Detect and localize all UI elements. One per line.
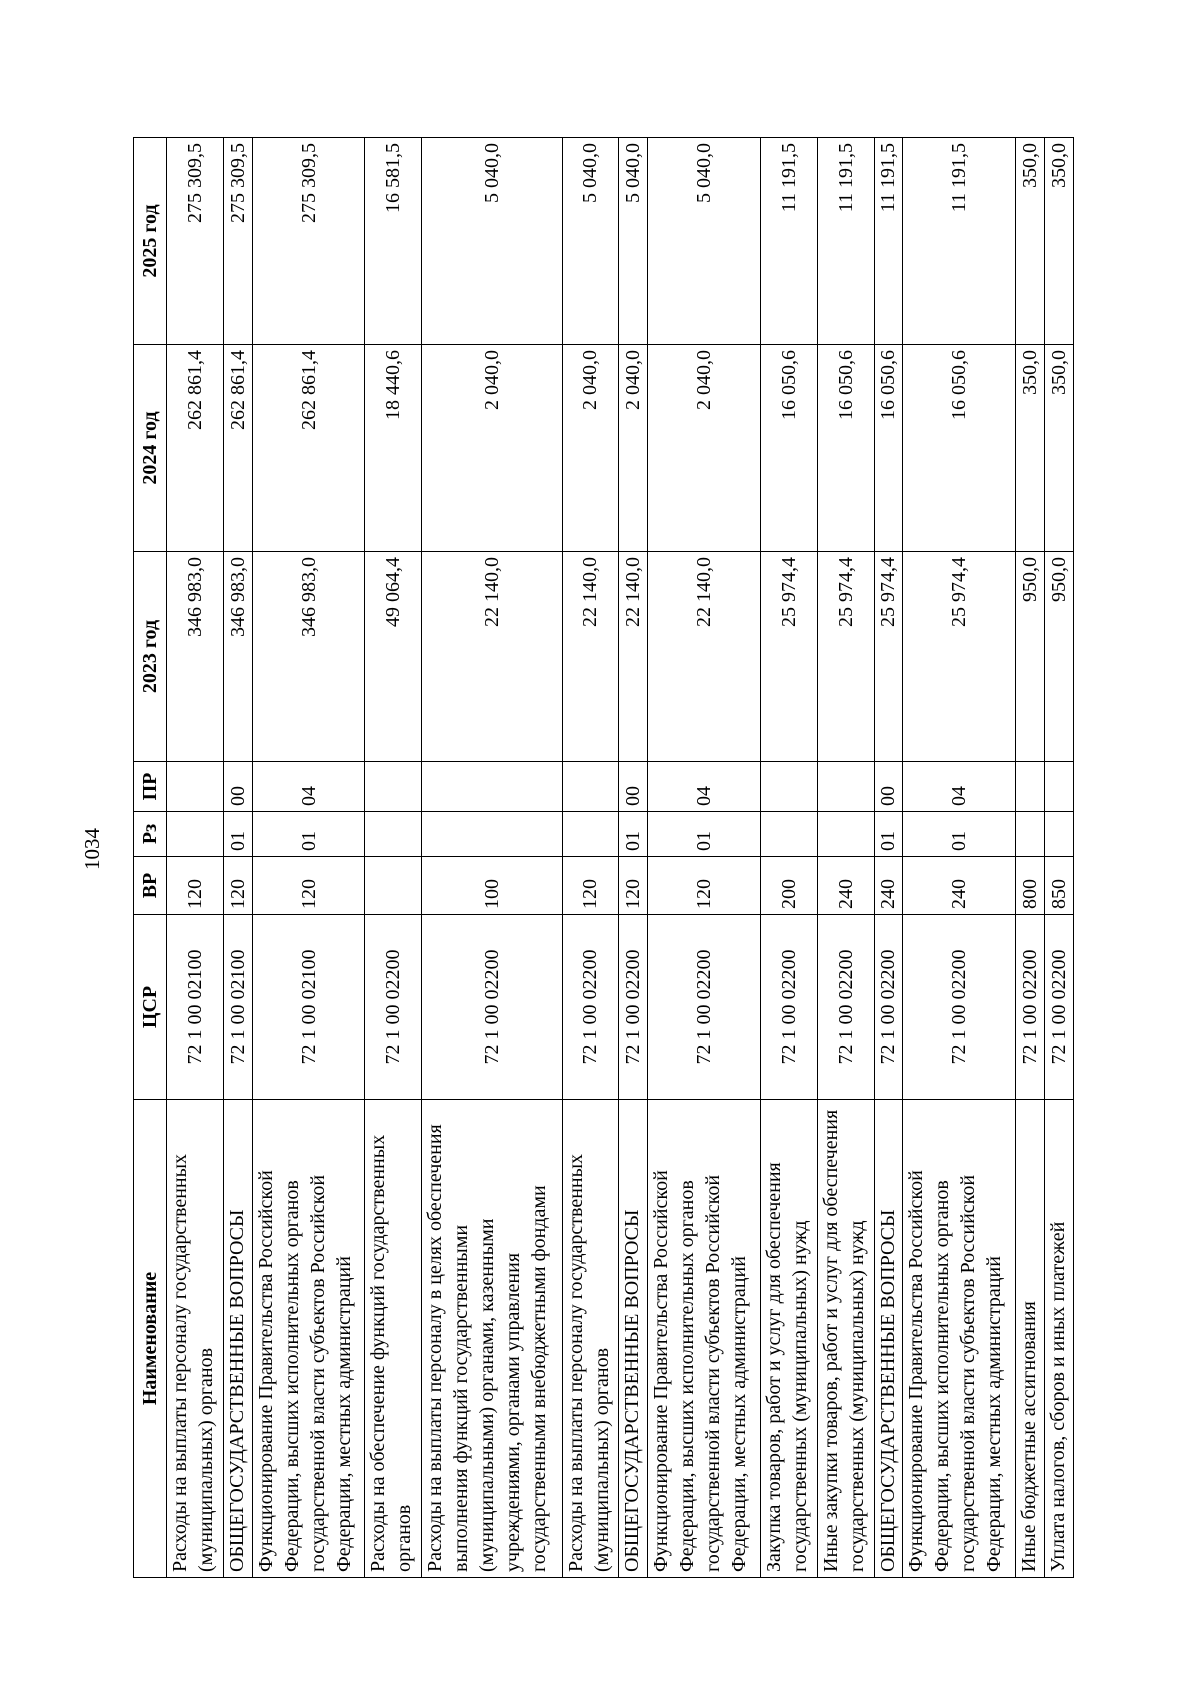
header-csr: ЦСР — [134, 915, 167, 1100]
cell-name: ОБЩЕГОСУДАРСТВЕННЫЕ ВОПРОСЫ — [874, 1100, 903, 1578]
cell-2024: 262 861,4 — [223, 345, 252, 552]
table-row — [648, 138, 761, 1578]
cell-2023: 22 140,0 — [619, 552, 648, 762]
header-name: Наименование — [134, 1100, 167, 1578]
table-row — [903, 138, 1016, 1578]
cell-2023: 22 140,0 — [648, 552, 761, 762]
cell-pr — [1044, 762, 1073, 812]
cell-pr: 04 — [252, 762, 365, 812]
table-row — [167, 138, 224, 1578]
cell-pr — [562, 762, 619, 812]
cell-2025: 11 191,5 — [817, 138, 874, 345]
cell-csr: 72 1 00 02100 — [252, 915, 365, 1100]
cell-csr: 72 1 00 02200 — [648, 915, 761, 1100]
cell-name: Иные бюджетные ассигнования — [1016, 1100, 1045, 1578]
cell-pr — [1016, 762, 1045, 812]
cell-2025: 350,0 — [1016, 138, 1045, 345]
budget-table — [133, 137, 1074, 1578]
cell-2024: 16 050,6 — [874, 345, 903, 552]
cell-csr: 72 1 00 02100 — [167, 915, 224, 1100]
cell-name: Расходы на выплаты персоналу государственных (муниципальных) органов — [167, 1100, 224, 1578]
cell-2025: 11 191,5 — [903, 138, 1016, 345]
cell-2025: 350,0 — [1044, 138, 1073, 345]
cell-2024: 2 040,0 — [619, 345, 648, 552]
cell-rz — [1044, 812, 1073, 857]
cell-vr: 120 — [167, 857, 224, 915]
cell-2023: 346 983,0 — [252, 552, 365, 762]
cell-rz — [817, 812, 874, 857]
cell-vr: 100 — [422, 857, 562, 915]
cell-rz — [562, 812, 619, 857]
header-row — [134, 138, 167, 1578]
cell-pr — [167, 762, 224, 812]
cell-2024: 350,0 — [1016, 345, 1045, 552]
table-row — [619, 138, 648, 1578]
cell-csr: 72 1 00 02200 — [817, 915, 874, 1100]
cell-csr: 72 1 00 02200 — [1016, 915, 1045, 1100]
cell-2025: 275 309,5 — [223, 138, 252, 345]
cell-pr — [365, 762, 422, 812]
cell-pr: 00 — [874, 762, 903, 812]
cell-vr: 850 — [1044, 857, 1073, 915]
cell-vr: 120 — [562, 857, 619, 915]
cell-name: Закупка товаров, работ и услуг для обеспечения государственных (муниципальных) нужд — [760, 1100, 817, 1578]
cell-vr: 120 — [619, 857, 648, 915]
cell-2025: 16 581,5 — [365, 138, 422, 345]
header-2025: 2025 год — [134, 138, 167, 345]
cell-2024: 262 861,4 — [252, 345, 365, 552]
cell-2023: 25 974,4 — [903, 552, 1016, 762]
cell-vr: 120 — [252, 857, 365, 915]
cell-csr: 72 1 00 02200 — [760, 915, 817, 1100]
cell-2023: 25 974,4 — [760, 552, 817, 762]
cell-name: Уплата налогов, сборов и иных платежей — [1044, 1100, 1073, 1578]
cell-2024: 16 050,6 — [760, 345, 817, 552]
cell-2023: 346 983,0 — [167, 552, 224, 762]
cell-pr — [760, 762, 817, 812]
cell-rz — [167, 812, 224, 857]
table-row — [422, 138, 562, 1578]
cell-vr: 240 — [874, 857, 903, 915]
cell-name: Иные закупки товаров, работ и услуг для обеспечения государственных (муниципальных) нужд — [817, 1100, 874, 1578]
cell-vr: 240 — [817, 857, 874, 915]
cell-rz — [1016, 812, 1045, 857]
cell-2024: 18 440,6 — [365, 345, 422, 552]
cell-2023: 49 064,4 — [365, 552, 422, 762]
cell-2024: 350,0 — [1044, 345, 1073, 552]
cell-vr: 800 — [1016, 857, 1045, 915]
cell-csr: 72 1 00 02200 — [874, 915, 903, 1100]
table-body — [167, 138, 1074, 1578]
header-2024: 2024 год — [134, 345, 167, 552]
cell-name: ОБЩЕГОСУДАРСТВЕННЫЕ ВОПРОСЫ — [619, 1100, 648, 1578]
table-row — [252, 138, 365, 1578]
cell-rz: 01 — [619, 812, 648, 857]
cell-2023: 950,0 — [1016, 552, 1045, 762]
rotated-table-container — [133, 138, 1074, 1578]
cell-name: Функционирование Правительства Российской Федерации, высших исполнительных органов государственной власти субъектов Российской Федерации, местных администраций — [903, 1100, 1016, 1578]
cell-2023: 22 140,0 — [422, 552, 562, 762]
cell-2025: 5 040,0 — [619, 138, 648, 345]
table-row — [365, 138, 422, 1578]
cell-csr: 72 1 00 02200 — [562, 915, 619, 1100]
cell-csr: 72 1 00 02100 — [223, 915, 252, 1100]
cell-csr: 72 1 00 02200 — [365, 915, 422, 1100]
cell-2025: 5 040,0 — [648, 138, 761, 345]
header-2023: 2023 год — [134, 552, 167, 762]
cell-rz — [760, 812, 817, 857]
cell-name: ОБЩЕГОСУДАРСТВЕННЫЕ ВОПРОСЫ — [223, 1100, 252, 1578]
cell-name: Расходы на выплаты персоналу в целях обеспечения выполнения функций государственными (муниципальными) органами, казенными учреждениями, органами управления государственными внебюджетными фондами — [422, 1100, 562, 1578]
cell-pr: 00 — [619, 762, 648, 812]
cell-2023: 950,0 — [1044, 552, 1073, 762]
cell-rz: 01 — [903, 812, 1016, 857]
cell-rz: 01 — [252, 812, 365, 857]
header-pr: ПР — [134, 762, 167, 812]
table-row — [874, 138, 903, 1578]
cell-name: Расходы на обеспечение функций государственных органов — [365, 1100, 422, 1578]
cell-csr: 72 1 00 02200 — [903, 915, 1016, 1100]
cell-2024: 16 050,6 — [817, 345, 874, 552]
cell-vr — [365, 857, 422, 915]
cell-vr: 200 — [760, 857, 817, 915]
header-vr: ВР — [134, 857, 167, 915]
cell-2024: 2 040,0 — [648, 345, 761, 552]
cell-rz: 01 — [648, 812, 761, 857]
cell-2024: 262 861,4 — [167, 345, 224, 552]
page-number: 1034 — [80, 828, 104, 870]
header-rz: Рз — [134, 812, 167, 857]
cell-2024: 2 040,0 — [562, 345, 619, 552]
cell-2023: 25 974,4 — [817, 552, 874, 762]
cell-2024: 2 040,0 — [422, 345, 562, 552]
cell-name: Расходы на выплаты персоналу государственных (муниципальных) органов — [562, 1100, 619, 1578]
cell-csr: 72 1 00 02200 — [1044, 915, 1073, 1100]
cell-2025: 5 040,0 — [562, 138, 619, 345]
cell-name: Функционирование Правительства Российской Федерации, высших исполнительных органов государственной власти субъектов Российской Федерации, местных администраций — [648, 1100, 761, 1578]
cell-2025: 11 191,5 — [874, 138, 903, 345]
table-row — [760, 138, 817, 1578]
cell-rz: 01 — [223, 812, 252, 857]
cell-pr — [422, 762, 562, 812]
cell-2025: 5 040,0 — [422, 138, 562, 345]
cell-2023: 22 140,0 — [562, 552, 619, 762]
cell-csr: 72 1 00 02200 — [619, 915, 648, 1100]
cell-csr: 72 1 00 02200 — [422, 915, 562, 1100]
cell-pr — [817, 762, 874, 812]
table-row — [562, 138, 619, 1578]
cell-rz — [365, 812, 422, 857]
cell-2024: 16 050,6 — [903, 345, 1016, 552]
cell-2025: 275 309,5 — [167, 138, 224, 345]
cell-2025: 11 191,5 — [760, 138, 817, 345]
cell-pr: 00 — [223, 762, 252, 812]
cell-2023: 25 974,4 — [874, 552, 903, 762]
cell-pr: 04 — [648, 762, 761, 812]
table-row — [817, 138, 874, 1578]
cell-pr: 04 — [903, 762, 1016, 812]
cell-vr: 120 — [648, 857, 761, 915]
table-row — [1044, 138, 1073, 1578]
cell-vr: 120 — [223, 857, 252, 915]
table-row — [1016, 138, 1045, 1578]
cell-vr: 240 — [903, 857, 1016, 915]
cell-rz: 01 — [874, 812, 903, 857]
cell-name: Функционирование Правительства Российской Федерации, высших исполнительных органов государственной власти субъектов Российской Федерации, местных администраций — [252, 1100, 365, 1578]
table-row — [223, 138, 252, 1578]
cell-rz — [422, 812, 562, 857]
cell-2023: 346 983,0 — [223, 552, 252, 762]
cell-2025: 275 309,5 — [252, 138, 365, 345]
